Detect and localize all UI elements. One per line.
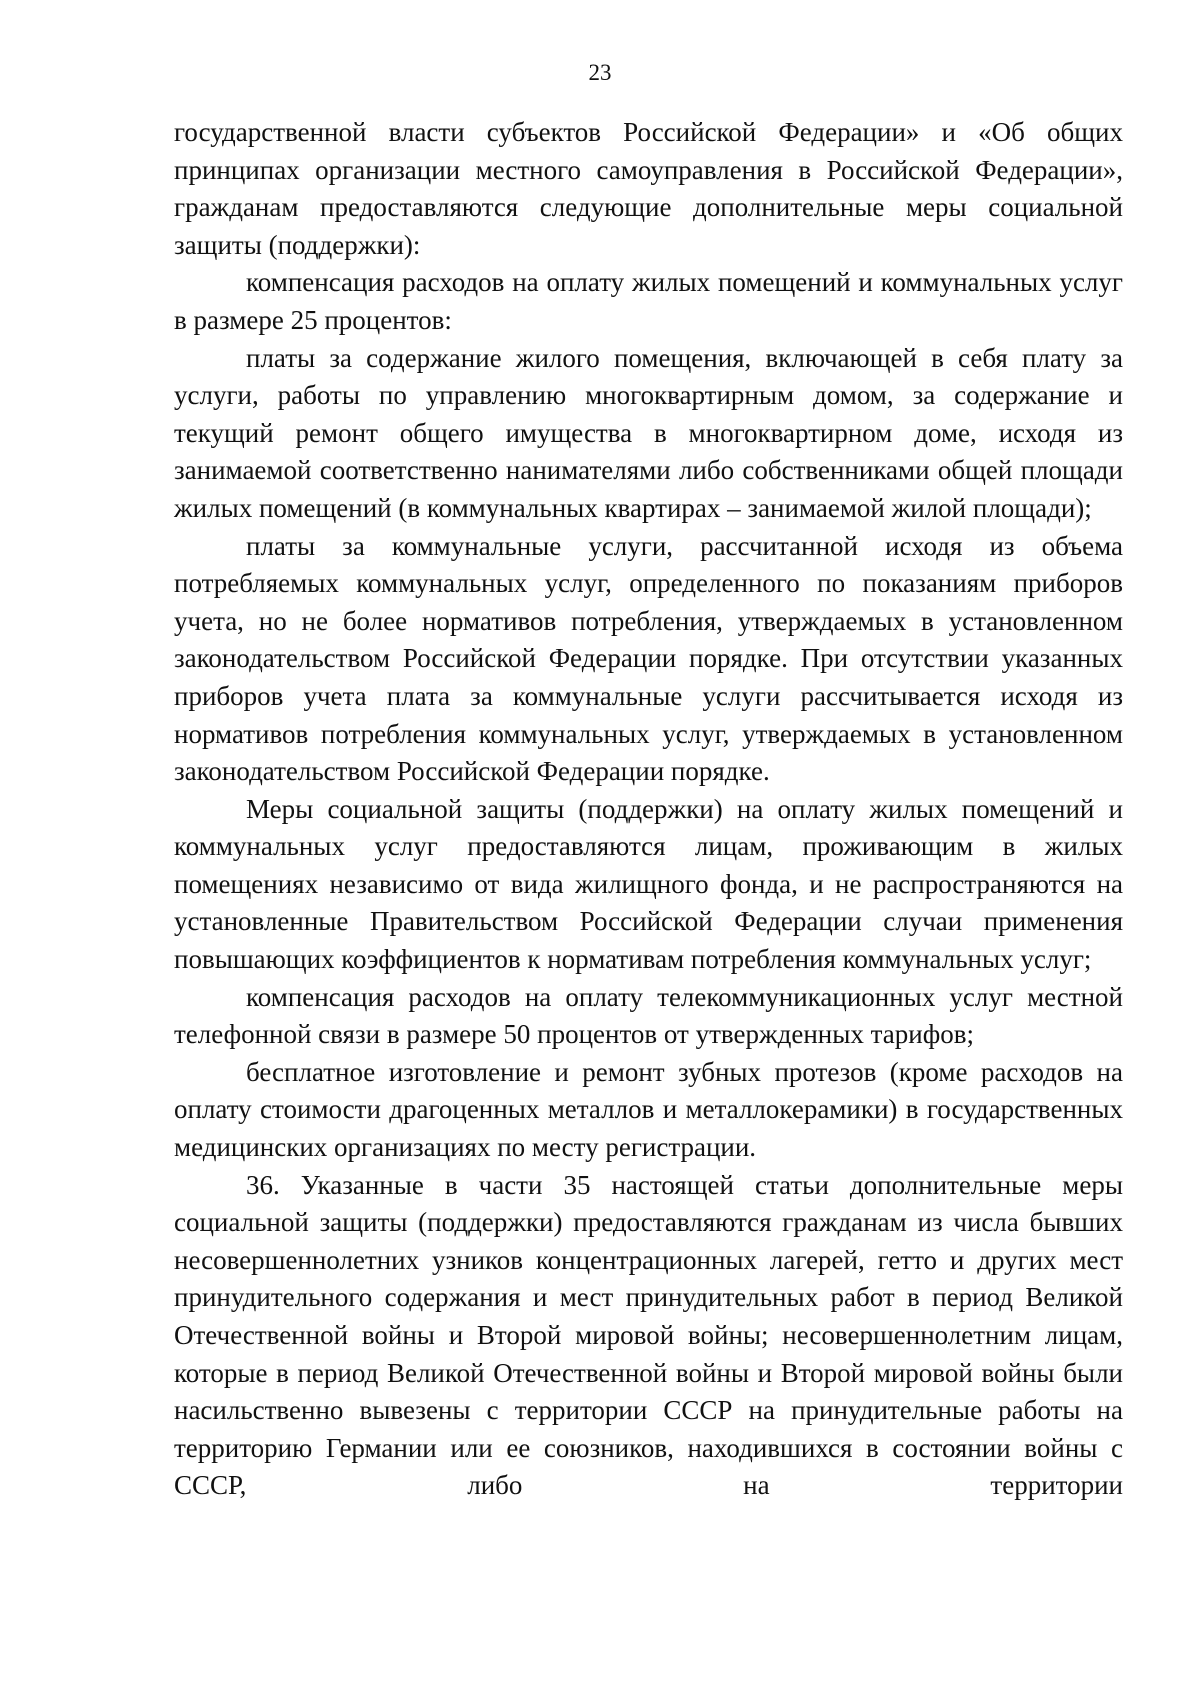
paragraph-section-36: 36. Указанные в части 35 настоящей статьи дополнительные меры социальной защиты (поддержки) предоставляются гражданам из числа бывших несовершеннолетних узников концентрационных лагерей, гетто и других мест принудительного содержания и мест принудительных работ в период Великой Отечественной войны и Второй мировой войны; несовершеннолетним лицам, которые в период Великой Отечественной войны и Второй мировой войны были насильственно вывезены с территории СССР на принудительные работы на территорию Германии или ее союзников, находившихся в состоянии войны с СССР, либо на территории	[174, 1169, 1123, 1501]
paragraph-telecom-compensation: компенсация расходов на оплату телекоммуникационных услуг местной телефонной связи в размере 50 процентов от утвержденных тарифов;	[174, 981, 1123, 1050]
paragraph-support-measures: Меры социальной защиты (поддержки) на оплату жилых помещений и коммунальных услуг предоставляются лицам, проживающим в жилых помещениях независимо от вида жилищного фонда, и не распространяются на установленные Правительством Российской Федерации случаи применения повышающих коэффициентов к нормативам потребления коммунальных услуг;	[174, 793, 1123, 975]
paragraph-continuation: государственной власти субъектов Российской Федерации» и «Об общих принципах организации местного самоуправления в Российской Федерации», гражданам предоставляются следующие дополнительные меры социальной защиты (поддержки):	[174, 117, 1123, 260]
page-number: 23	[588, 60, 612, 85]
paragraph-utility-fee: платы за коммунальные услуги, рассчитанной исходя из объема потребляемых коммунальных услуг, определенного по показаниям приборов учета, но не более нормативов потребления, утверждаемых в установленном законодательством Российской Федерации порядке. При отсутствии указанных приборов учета плата за коммунальные услуги рассчитывается исходя из нормативов потребления коммунальных услуг, утверждаемых в установленном законодательством Российской Федерации порядке.	[174, 530, 1123, 787]
paragraph-housing-compensation: компенсация расходов на оплату жилых помещений и коммунальных услуг в размере 25 процентов:	[174, 267, 1123, 335]
paragraph-maintenance-fee: платы за содержание жилого помещения, включающей в себя плату за услуги, работы по управлению многоквартирным домом, за содержание и текущий ремонт общего имущества в многоквартирном доме, исходя из занимаемой соответственно нанимателями либо собственниками общей площади жилых помещений (в коммунальных квартирах – занимаемой жилой площади);	[174, 342, 1123, 523]
document-body	[174, 114, 1123, 1505]
paragraph-dental-prosthetics: бесплатное изготовление и ремонт зубных протезов (кроме расходов на оплату стоимости драгоценных металлов и металлокерамики) в государственных медицинских организациях по месту регистрации.	[174, 1056, 1123, 1163]
